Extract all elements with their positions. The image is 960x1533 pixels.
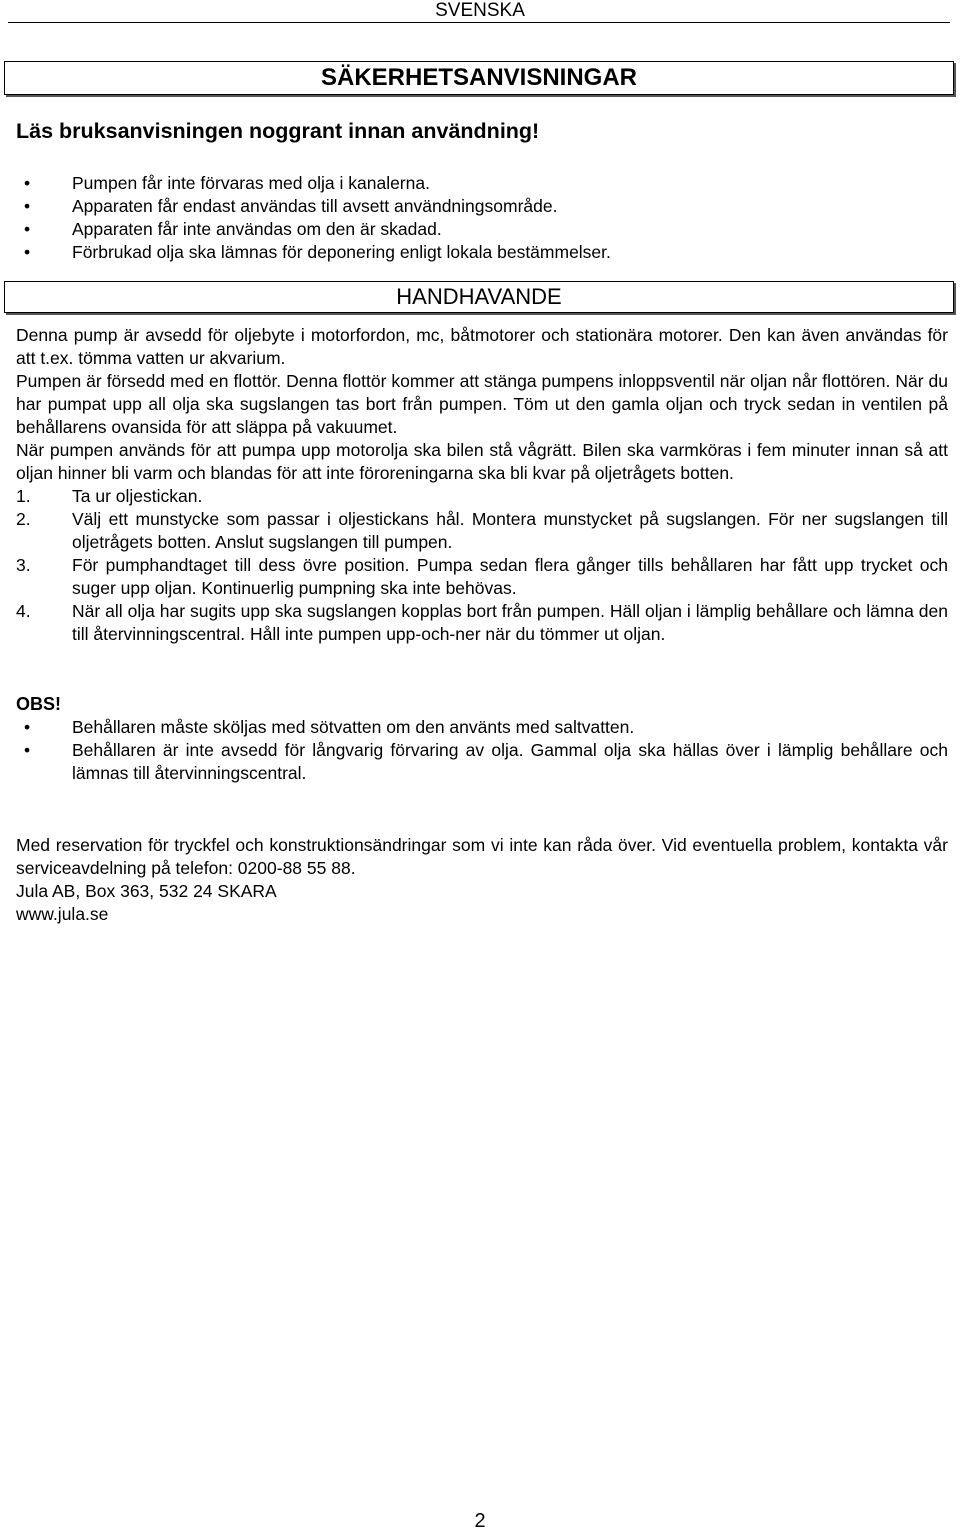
handling-steps [16, 485, 948, 646]
list-item: • Förbrukad olja ska lämnas för deponering enligt lokala bestämmelser. [24, 242, 611, 262]
bullet-icon: • [24, 740, 31, 760]
bullet-icon: • [24, 173, 31, 193]
footer-address: Jula AB, Box 363, 532 24 SKARA [16, 881, 277, 901]
step-item: 1. Ta ur oljestickan. [16, 486, 203, 506]
handling-title: HANDHAVANDE [4, 281, 954, 313]
handling-paragraph: När pumpen används för att pumpa upp motorolja ska bilen stå vågrätt. Bilen ska varmköras i fem minuter innan så att oljan hinner bli varm och blandas för att inte föroreningarna ska bli kvar på oljetrågets botten. [16, 440, 948, 483]
header-language: SVENSKA [435, 0, 525, 21]
safety-title: SÄKERHETSANVISNINGAR [4, 61, 954, 95]
step-item: 2. Välj ett munstycke som passar i oljestickans hål. Montera munstycket på sugslangen. För ner sugslangen till oljetrågets botten. Anslut sugslangen till pumpen. [16, 509, 948, 552]
handling-body [16, 324, 948, 646]
page-number: 2 [474, 1510, 486, 1532]
footer-reservation: Med reservation för tryckfel och konstruktionsändringar som vi inte kan råda över. Vid eventuella problem, kontakta vår serviceavdelning på telefon: 0200-88 55 88. [16, 835, 948, 878]
list-item: • Apparaten får endast användas till avsett användningsområde. [24, 196, 558, 216]
handling-paragraph: Denna pump är avsedd för oljebyte i motorfordon, mc, båtmotorer och stationära motorer. Den kan även användas för att t.ex. tömma vatten ur akvarium. [16, 325, 948, 368]
obs-label: OBS! [16, 694, 61, 714]
footer [16, 834, 948, 926]
bullet-icon: • [24, 717, 31, 737]
bullet-icon: • [24, 219, 31, 239]
safety-intro: Läs bruksanvisningen noggrant innan användning! [16, 119, 540, 143]
footer-website: www.jula.se [16, 904, 109, 924]
list-item: • Behållaren är inte avsedd för långvarig förvaring av olja. Gammal olja ska hällas över i lämplig behållare och lämnas till återvinningscentral. [24, 740, 948, 783]
list-item: • Pumpen får inte förvaras med olja i kanalerna. [24, 173, 430, 193]
list-item: • Apparaten får inte användas om den är skadad. [24, 219, 442, 239]
step-item: 3. För pumphandtaget till dess övre position. Pumpa sedan flera gånger tills behållaren har fått upp trycket och suger upp oljan. Kontinuerlig pumpning ska inte behövas. [16, 555, 948, 598]
bullet-icon: • [24, 196, 31, 216]
step-item: 4. När all olja har sugits upp ska sugslangen kopplas bort från pumpen. Häll oljan i lämplig behållare och lämna den till återvinningscentral. Håll inte pumpen upp-och-ner när du tömmer ut oljan. [16, 601, 948, 644]
bullet-icon: • [24, 242, 31, 262]
handling-paragraph: Pumpen är försedd med en flottör. Denna flottör kommer att stänga pumpens inloppsventil när oljan når flottören. När du har pumpat upp all olja ska sugslangen tas bort från pumpen. Töm ut den gamla oljan och tryck sedan in ventilen på behållarens ovansida för att släppa på vakuumet. [16, 371, 948, 437]
safety-bullet-list [16, 172, 948, 264]
obs-section [16, 693, 948, 785]
header-divider [8, 22, 950, 23]
list-item: • Behållaren måste sköljas med sötvatten om den använts med saltvatten. [24, 717, 635, 737]
